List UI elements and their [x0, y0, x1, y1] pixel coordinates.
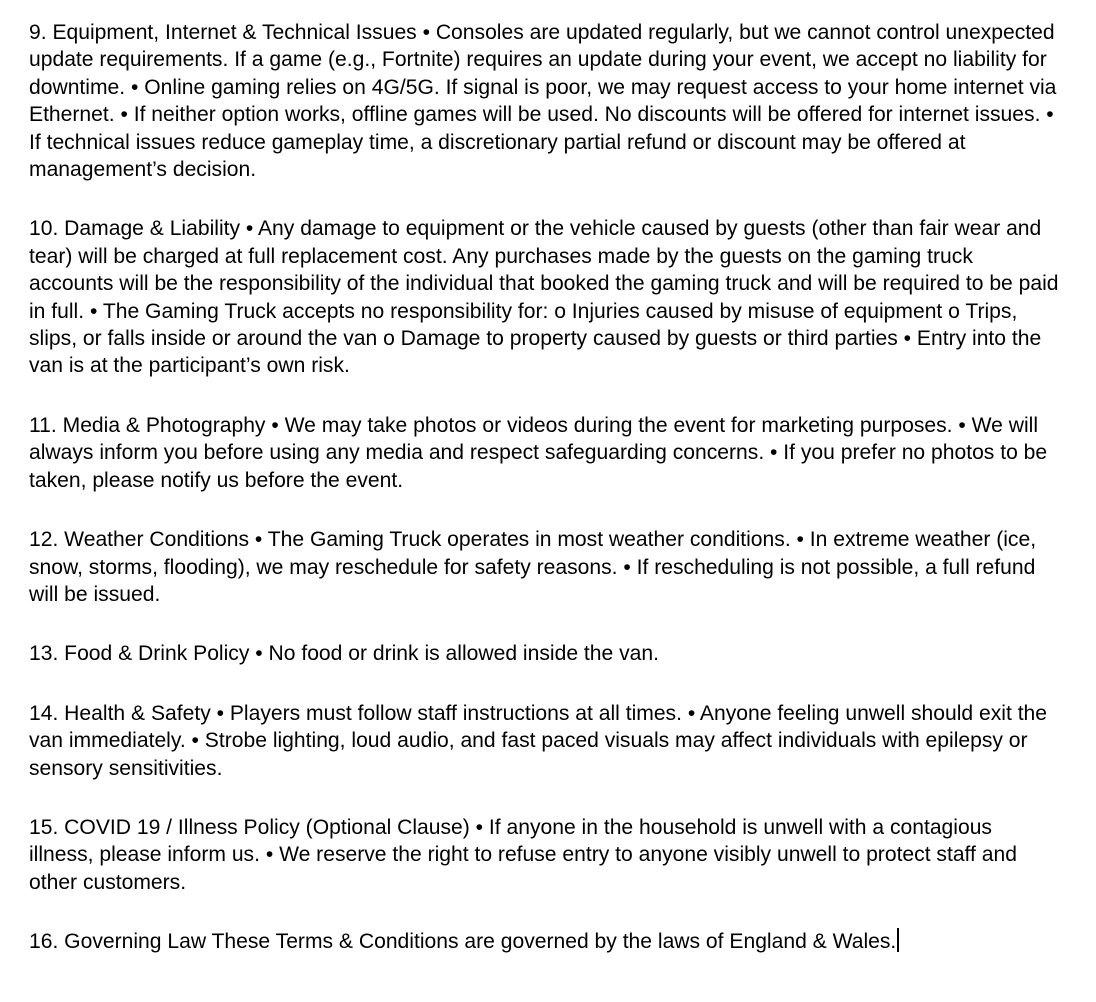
- document-body[interactable]: [29, 19, 1059, 956]
- clause-text: 14. Health & Safety • Players must follow staff instructions at all times. • Anyone feeling unwell should exit the van immediately. • Strobe lighting, loud audio, and fast paced visuals may affect individuals with epilepsy or sensory sensitivities.: [29, 701, 1048, 780]
- clause-text: 16. Governing Law These Terms & Conditions are governed by the laws of England & Wales.: [29, 930, 897, 954]
- clause-text: 13. Food & Drink Policy • No food or drink is allowed inside the van.: [29, 642, 659, 666]
- clause-11-media-photography: [29, 412, 1059, 494]
- clause-text: 12. Weather Conditions • The Gaming Truck operates in most weather conditions. • In extreme weather (ice, snow, storms, flooding), we may reschedule for safety reasons. • If rescheduling is not possible, a full refund will be issued.: [29, 528, 1037, 606]
- clause-text: 9. Equipment, Internet & Technical Issues • Consoles are updated regularly, but we cannot control unexpected update requirements. If a game (e.g., Fortnite) requires an update during your event, we accept no liability for downtime. • Online gaming relies on 4G/5G. If signal is poor, we may request access to your home internet via Ethernet. • If neither option works, offline games will be used. No discounts will be offered for internet issues. • If technical issues reduce gameplay time, a discretionary partial refund or discount may be offered at management’s decision.: [29, 21, 1057, 182]
- clause-text: 11. Media & Photography • We may take photos or videos during the event for marketing purposes. • We will always inform you before using any media and respect safeguarding concerns. • If you prefer no photos to be taken, please notify us before the event.: [29, 413, 1048, 492]
- clause-text: 15. COVID 19 / Illness Policy (Optional Clause) • If anyone in the household is unwell with a contagious illness, please inform us. • We reserve the right to refuse entry to anyone visibly unwell to protect staff and other customers.: [29, 815, 1017, 894]
- clause-9-equipment-internet: [29, 19, 1059, 183]
- clause-14-health-safety: [29, 700, 1059, 782]
- clause-10-damage-liability: [29, 215, 1059, 379]
- text-cursor: [897, 928, 899, 952]
- clause-12-weather-conditions: [29, 526, 1059, 608]
- clause-16-governing-law: [29, 928, 1059, 955]
- clause-15-covid-illness: [29, 814, 1059, 896]
- clause-text: 10. Damage & Liability • Any damage to equipment or the vehicle caused by guests (other than fair wear and tear) will be charged at full replacement cost. Any purchases made by the guests on the gaming truck accounts will be the responsibility of the individual that booked the gaming truck and will be required to be paid in full. • The Gaming Truck accepts no responsibility for: o Injuries caused by misuse of equipment o Trips, slips, or falls inside or around the van o Damage to property caused by guests or third parties • Entry into the van is at the participant’s own risk.: [29, 217, 1059, 378]
- clause-13-food-drink: [29, 640, 1059, 667]
